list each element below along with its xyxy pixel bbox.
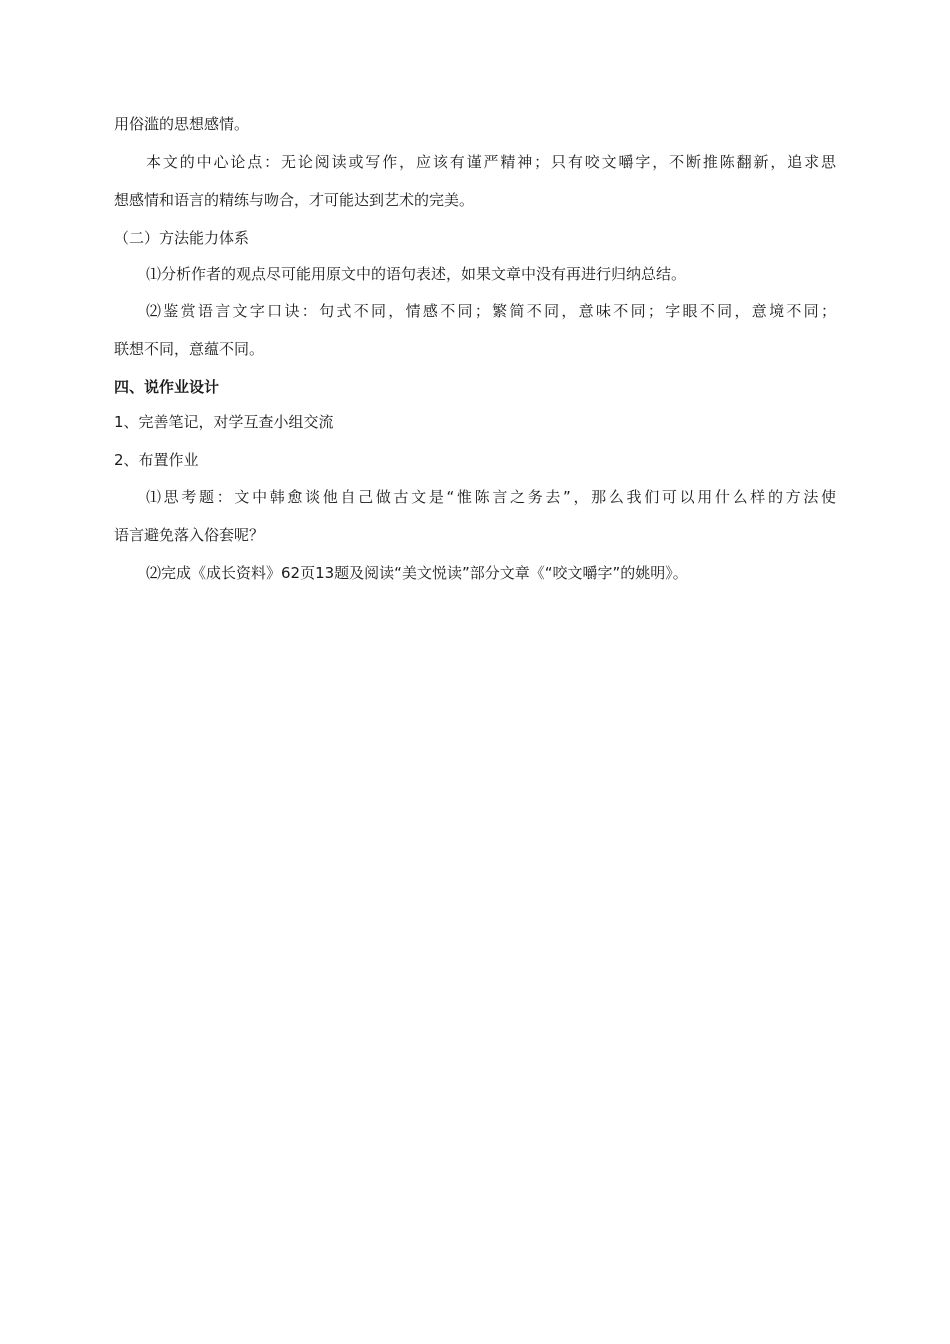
- paragraph-line: 本文的中心论点：无论阅读或写作，应该有谨严精神；只有咬文嚼字，不断推陈翻新，追求思: [146, 153, 836, 171]
- list-item: ⑴思考题：文中韩愈谈他自己做古文是“惟陈言之务去”，那么我们可以用什么样的方法使: [146, 488, 836, 506]
- list-item: 1、完善笔记，对学互查小组交流: [114, 413, 334, 431]
- paragraph-line: 语言避免落入俗套呢？: [114, 526, 265, 544]
- section-heading: 四、说作业设计: [114, 378, 220, 396]
- list-item: ⑵鉴赏语言文字口诀：句式不同，情感不同；繁简不同，意味不同；字眼不同，意境不同；: [146, 302, 836, 320]
- list-item: 2、布置作业: [114, 451, 199, 469]
- list-item: ⑴分析作者的观点尽可能用原文中的语句表述，如果文章中没有再进行归纳总结。: [146, 265, 687, 283]
- paragraph-line: 用俗滥的思想感情。: [114, 115, 250, 133]
- section-heading: （二）方法能力体系: [114, 229, 250, 247]
- list-item: ⑵完成《成长资料》62页13题及阅读“美文悦读”部分文章《“咬文嚼字”的姚明》。: [146, 564, 688, 582]
- paragraph-line: 想感情和语言的精练与吻合，才可能达到艺术的完美。: [114, 191, 475, 209]
- paragraph-line: 联想不同，意蕴不同。: [114, 340, 265, 358]
